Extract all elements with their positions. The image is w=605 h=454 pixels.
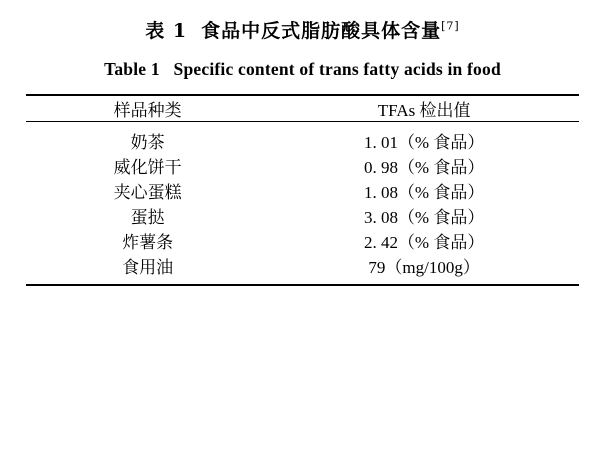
table-title-chinese [26,16,579,43]
table-row [26,228,579,253]
reference-superscript: [7] [441,19,460,33]
cell-sample: 夹心蛋糕 [113,183,182,203]
table-bottom-rule [26,285,579,286]
cell-value: 3. 08（% 食品） [363,208,485,227]
table-row [26,203,579,228]
cell-sample: 威化饼干 [113,158,182,178]
cell-value: 1. 08（% 食品） [363,183,485,202]
cell-sample: 炸薯条 [122,233,174,253]
table-title-english [26,59,579,80]
tfa-content-table [26,94,579,286]
cell-value: 2. 42（% 食品） [363,233,485,252]
table-number-english: Table 1 [104,59,160,79]
cell-value: 0. 98（% 食品） [363,158,485,177]
column-header-value: TFAs 检出值 [377,101,471,120]
column-header-sample: 样品种类 [113,101,182,121]
cell-value: 79（mg/100g） [368,258,480,277]
cell-sample: 奶茶 [130,133,165,153]
table-header-row [26,96,579,122]
table-row [26,128,579,153]
cell-sample: 食用油 [122,258,174,278]
table-caption-english: Specific content of trans fatty acids in food [173,59,501,79]
table-row [26,253,579,278]
cell-value: 1. 01（% 食品） [363,133,485,152]
table-number-chinese: 表 1 [145,20,188,42]
cell-sample: 蛋挞 [130,208,165,228]
table-caption-chinese: 食品中反式脂肪酸具体含量 [201,20,442,42]
table-row [26,178,579,203]
table-row [26,153,579,178]
table-spacer [26,278,579,285]
